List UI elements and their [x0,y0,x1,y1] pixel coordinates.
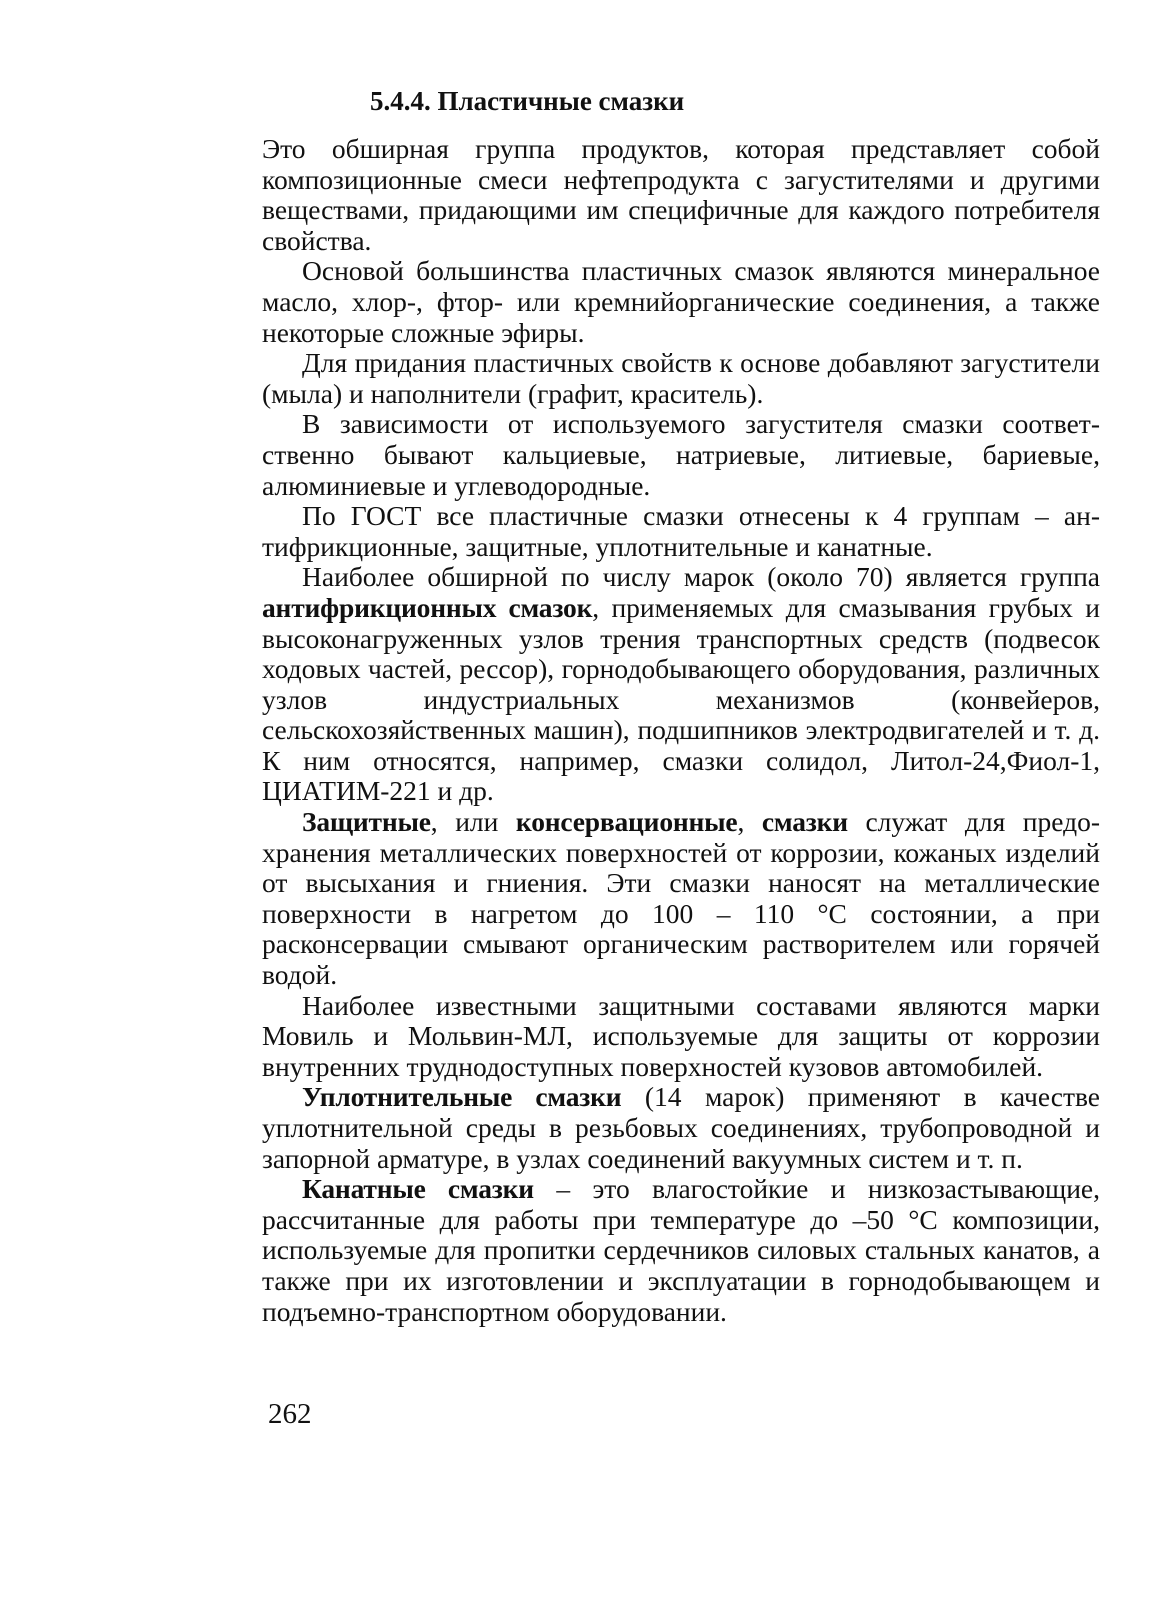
paragraph [262,409,1100,501]
page-number: 262 [268,1398,312,1430]
text-run: Наиболее известными защитными составами являются марки Мовиль и Мольвин-МЛ, используемые для защиты от коррозии внутренних труднодоступных поверхностей кузовов автомобилей. [262,989,1100,1082]
paragraph [262,501,1100,562]
text-run: Основой большинства пластичных смазок являются минеральное масло, хлор-, фтор- или кремнийорганические соединения, а также некоторые сложные эфиры. [262,255,1100,348]
text-run: Наиболее обширной по числу марок (около 70) является группа [302,561,1100,593]
paragraph [262,1174,1100,1327]
text-run: – это влагостойкие и низкозастывающие, рассчитанные для работы при температуре до –50 °С композиции, используемые для пропитки сердечников силовых стальных канатов, а также при их изготовлении и эксплуатации в горнодобывающем и подъемно-транспортном оборудовании. [262,1173,1100,1327]
text-run: , применяемых для смазывания грубых и высоконагруженных узлов трения транспортных средств (подвесок ходовых частей, рессор), горнодобывающего оборудования, различных узлов индустриальных механизмов (конвейеров, сельскохозяйственных машин), подшипников электродвигателей и т. д. К ним относятся, например, смазки солидол, Литол-24,Фиол-1, ЦИАТИМ-221 и др. [262,591,1100,807]
body-text [262,134,1100,1327]
bold-term: смазки [761,806,848,838]
bold-term: Канатные смазки [302,1173,534,1205]
section-heading: 5.4.4. Пластичные смазки [370,86,685,116]
bold-term: Защитные [302,806,431,838]
paragraph [262,134,1100,256]
paragraph [262,991,1100,1083]
text-run: Это обширная группа продуктов, которая представляет собой композиционные смеси нефтепродукта с загустителями и другими веществами, придающими им специфичные для каждого потребителя свойства. [262,133,1100,256]
text-run: Для придания пластичных свойств к основе добавляют загустители (мыла) и наполнители (графит, краситель). [262,347,1100,409]
paragraph [262,562,1100,807]
paragraph [262,348,1100,409]
paragraph [262,256,1100,348]
paragraph [262,1082,1100,1174]
text-run: , [737,806,762,838]
bold-term: консервационные [515,806,738,838]
bold-term: Уплотнительные смазки [302,1081,622,1113]
paragraph [262,807,1100,991]
text-run: служат для предохранения металлических поверхностей от коррозии, кожаных изделий от высыхания и гниения. Эти смазки наносят на металлические поверхности в нагретом до 100 – 110 °С состоянии, а при расконсервации смывают органическим растворителем или горячей водой. [262,806,1100,991]
text-run: В зависимости от используемого загустителя смазки соответственно бывают кальциевые, натриевые, литиевые, бариевые, алюминиевые и углеводородные. [262,408,1100,501]
text-run: , или [430,806,516,838]
text-run: (14 марок) применяют в качестве уплотнительной среды в резьбовых соединениях, трубопроводной и запорной арматуре, в узлах соединений вакуумных систем и т. п. [262,1081,1100,1174]
text-run: По ГОСТ все пластичные смазки отнесены к 4 группам – антифрикционные, защитные, уплотнительные и канатные. [262,500,1100,562]
bold-term: антифрикционных смазок [262,591,593,623]
